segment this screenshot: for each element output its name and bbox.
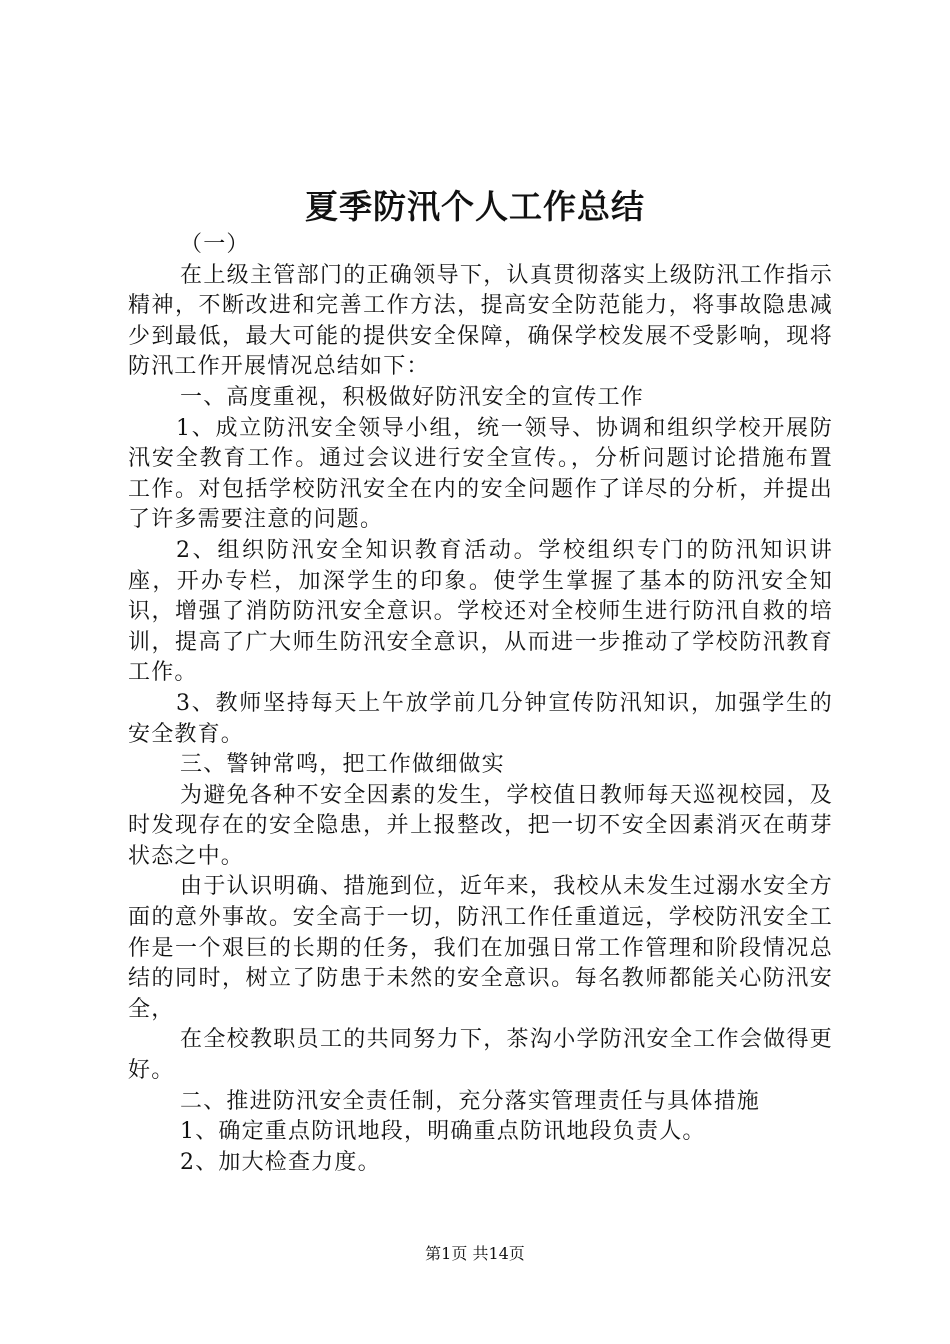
document-title: 夏季防汛个人工作总结 (305, 187, 645, 226)
paragraph-responsibility-2: 2、加大检查力度。 (180, 1149, 381, 1175)
paragraph-responsibility-1: 1、确定重点防讯地段，明确重点防讯地段负责人。 (180, 1119, 706, 1145)
paragraph-item-1: 1、成立防汛安全领导小组，统一领导、协调和组织学校开展防汛安全教育工作。通过会议进行安全宣传。，分析问题讨论措施布置工作。对包括学校防汛安全在内的安全问题作了详尽的分析，并提出了许多需要注意的问题。 (128, 415, 833, 533)
section-marker: （一） (180, 232, 250, 257)
intro-paragraph: 在上级主管部门的正确领导下，认真贯彻落实上级防汛工作指示精神，不断改进和完善工作方法，提高安全防范能力，将事故隐患减少到最低，最大可能的提供安全保障，确保学校发展不受影响，现将防汛工作开展情况总结如下： (128, 262, 833, 380)
paragraph-item-3: 3、教师坚持每天上午放学前几分钟宣传防汛知识，加强学生的安全教育。 (128, 690, 833, 747)
paragraph-summary: 由于认识明确、措施到位，近年来，我校从未发生过溺水安全方面的意外事故。安全高于一切，防汛工作任重道远，学校防汛安全工作是一个艰巨的长期的任务，我们在加强日常工作管理和阶段情况总结的同时，树立了防患于未然的安全意识。每名教师都能关心防汛安全， (128, 874, 833, 1022)
page-number: 第1页 共14页 (425, 1244, 525, 1263)
section-heading-3: 三、警钟常鸣，把工作做细做实 (180, 752, 505, 778)
paragraph-patrol: 为避免各种不安全因素的发生，学校值日教师每天巡视校园，及时发现存在的安全隐患，并上报整改，把一切不安全因素消灭在萌芽状态之中。 (128, 782, 833, 869)
paragraph-item-2: 2、组织防汛安全知识教育活动。学校组织专门的防汛知识讲座，开办专栏，加深学生的印象。使学生掌握了基本的防汛安全知识，增强了消防防汛安全意识。学校还对全校师生进行防汛自救的培训，提高了广大师生防汛安全意识，从而进一步推动了学校防汛教育工作。 (128, 537, 833, 686)
document-body (128, 230, 833, 1178)
section-heading-2: 二、推进防汛安全责任制，充分落实管理责任与具体措施 (180, 1088, 761, 1114)
section-heading-1: 一、高度重视，积极做好防汛安全的宣传工作 (180, 384, 645, 410)
paragraph-outlook: 在全校教职员工的共同努力下，茶沟小学防汛安全工作会做得更好。 (128, 1027, 833, 1084)
